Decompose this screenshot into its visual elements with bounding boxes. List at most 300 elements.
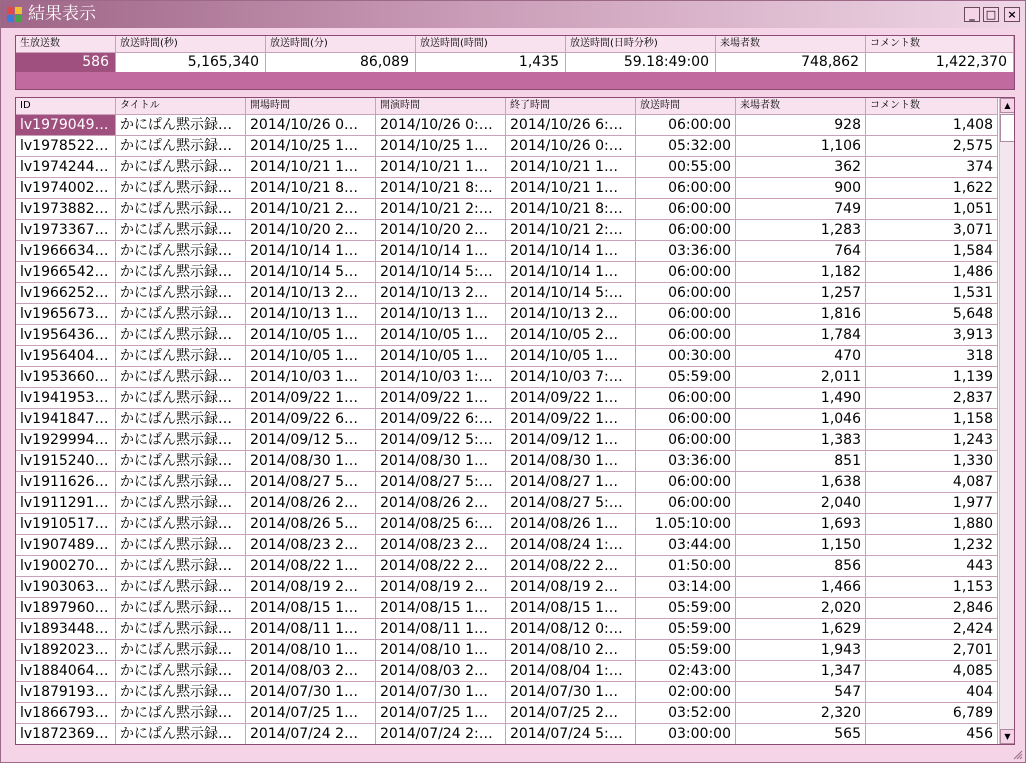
table-cell[interactable]: 1,150: [736, 535, 866, 556]
vertical-scrollbar[interactable]: [999, 98, 1015, 744]
table-cell[interactable]: 00:55:00: [636, 157, 736, 178]
table-cell[interactable]: 2014/08/30 1…: [246, 451, 376, 472]
table-cell[interactable]: かにぱん黙示録…: [116, 346, 246, 367]
table-cell[interactable]: 2014/10/21 1…: [376, 157, 506, 178]
table-cell[interactable]: 2014/10/21 8…: [246, 178, 376, 199]
column-header[interactable]: 開演時間: [376, 98, 506, 114]
table-cell[interactable]: 06:00:00: [636, 199, 736, 220]
table-cell[interactable]: 2014/09/22 6:…: [376, 409, 506, 430]
table-cell[interactable]: かにぱん黙示録…: [116, 682, 246, 703]
summary-header-cell: 放送時間(時間): [416, 36, 566, 52]
table-cell[interactable]: 1,880: [866, 514, 998, 535]
table-cell[interactable]: 2014/10/21 8:…: [506, 199, 636, 220]
table-row[interactable]: [16, 157, 998, 178]
table-cell[interactable]: かにぱん黙示録…: [116, 178, 246, 199]
scroll-up-button[interactable]: ▲: [1000, 98, 1015, 113]
table-cell[interactable]: 03:14:00: [636, 577, 736, 598]
table-cell[interactable]: 1,490: [736, 388, 866, 409]
table-cell[interactable]: 928: [736, 115, 866, 136]
table-cell[interactable]: 06:00:00: [636, 430, 736, 451]
table-cell[interactable]: lv1929994…: [16, 430, 116, 451]
table-cell[interactable]: 2014/10/26 6:…: [506, 115, 636, 136]
table-cell[interactable]: 2014/10/14 1…: [506, 262, 636, 283]
table-row[interactable]: [16, 556, 998, 577]
table-cell[interactable]: 2014/07/24 5:…: [506, 724, 636, 745]
table-cell[interactable]: かにぱん黙示録…: [116, 598, 246, 619]
table-cell[interactable]: 3,071: [866, 220, 998, 241]
table-cell[interactable]: lv1941847…: [16, 409, 116, 430]
table-cell[interactable]: 2014/08/04 1:…: [506, 661, 636, 682]
table-cell[interactable]: 2014/08/19 2…: [506, 577, 636, 598]
table-cell[interactable]: lv1973367…: [16, 220, 116, 241]
scroll-down-button[interactable]: ▼: [1000, 729, 1015, 744]
table-cell[interactable]: lv1866793…: [16, 703, 116, 724]
table-cell[interactable]: 2014/07/30 1…: [376, 682, 506, 703]
table-row[interactable]: [16, 724, 998, 745]
table-row[interactable]: [16, 178, 998, 199]
table-row[interactable]: [16, 241, 998, 262]
table-cell[interactable]: 03:52:00: [636, 703, 736, 724]
table-cell[interactable]: 2014/10/21 2:…: [376, 199, 506, 220]
table-row[interactable]: [16, 430, 998, 451]
table-cell[interactable]: 2014/08/10 2…: [506, 640, 636, 661]
table-cell[interactable]: lv1893448…: [16, 619, 116, 640]
table-cell[interactable]: 2014/10/05 1…: [506, 346, 636, 367]
table-cell[interactable]: 1,106: [736, 136, 866, 157]
table-cell[interactable]: 1,466: [736, 577, 866, 598]
table-cell[interactable]: lv1915240…: [16, 451, 116, 472]
table-cell[interactable]: 2014/08/10 1…: [376, 640, 506, 661]
table-cell[interactable]: 6,789: [866, 703, 998, 724]
table-cell[interactable]: かにぱん黙示録…: [116, 556, 246, 577]
table-cell[interactable]: 2014/08/15 1…: [506, 598, 636, 619]
column-header[interactable]: ID: [16, 98, 116, 114]
table-cell[interactable]: 05:59:00: [636, 367, 736, 388]
table-row[interactable]: [16, 115, 998, 136]
table-cell[interactable]: 1,158: [866, 409, 998, 430]
table-cell[interactable]: 2014/10/14 5:…: [506, 283, 636, 304]
table-cell[interactable]: lv1897960…: [16, 598, 116, 619]
table-cell[interactable]: 2014/07/25 2…: [506, 703, 636, 724]
table-cell[interactable]: 2014/08/22 2…: [506, 556, 636, 577]
table-cell[interactable]: lv1953660…: [16, 367, 116, 388]
table-cell[interactable]: lv1965673…: [16, 304, 116, 325]
window-title: 結果表示: [28, 4, 96, 24]
table-cell[interactable]: 2014/10/26 0:…: [376, 115, 506, 136]
table-cell[interactable]: 2014/10/21 1…: [506, 157, 636, 178]
table-cell[interactable]: 1,629: [736, 619, 866, 640]
table-cell[interactable]: 1,051: [866, 199, 998, 220]
table-cell[interactable]: 5,648: [866, 304, 998, 325]
table-cell[interactable]: 2014/09/22 1…: [246, 388, 376, 409]
table-cell[interactable]: lv1911626…: [16, 472, 116, 493]
table-cell[interactable]: かにぱん黙示録…: [116, 115, 246, 136]
table-cell[interactable]: 06:00:00: [636, 325, 736, 346]
table-cell[interactable]: 851: [736, 451, 866, 472]
table-cell[interactable]: lv1966634…: [16, 241, 116, 262]
table-cell[interactable]: 764: [736, 241, 866, 262]
table-cell[interactable]: かにぱん黙示録…: [116, 220, 246, 241]
table-cell[interactable]: 05:59:00: [636, 619, 736, 640]
table-cell[interactable]: 2014/10/26 0…: [246, 115, 376, 136]
table-cell[interactable]: かにぱん黙示録…: [116, 577, 246, 598]
table-cell[interactable]: 2014/08/27 5…: [246, 472, 376, 493]
table-cell[interactable]: 374: [866, 157, 998, 178]
table-cell[interactable]: 2014/09/12 1…: [506, 430, 636, 451]
table-cell[interactable]: かにぱん黙示録…: [116, 514, 246, 535]
table-cell[interactable]: 2014/08/10 1…: [246, 640, 376, 661]
table-cell[interactable]: lv1884064…: [16, 661, 116, 682]
table-cell[interactable]: 1,232: [866, 535, 998, 556]
table-row[interactable]: [16, 367, 998, 388]
column-header[interactable]: 終了時間: [506, 98, 636, 114]
table-cell[interactable]: 470: [736, 346, 866, 367]
table-cell[interactable]: 2,011: [736, 367, 866, 388]
resize-grip-icon[interactable]: [1011, 748, 1023, 760]
table-cell[interactable]: 2,020: [736, 598, 866, 619]
table-cell[interactable]: 856: [736, 556, 866, 577]
table-cell[interactable]: 06:00:00: [636, 283, 736, 304]
column-header[interactable]: タイトル: [116, 98, 246, 114]
table-cell[interactable]: 02:43:00: [636, 661, 736, 682]
table-cell[interactable]: lv1900270…: [16, 556, 116, 577]
table-cell[interactable]: lv1979049…: [16, 115, 116, 136]
table-cell[interactable]: 2014/08/19 2…: [246, 577, 376, 598]
table-row[interactable]: [16, 535, 998, 556]
maximize-button[interactable]: □: [983, 7, 999, 22]
table-cell[interactable]: 2,040: [736, 493, 866, 514]
table-cell[interactable]: lv1966252…: [16, 283, 116, 304]
table-row[interactable]: [16, 577, 998, 598]
table-cell[interactable]: 2014/07/30 1…: [246, 682, 376, 703]
table-cell[interactable]: 2014/08/15 1…: [246, 598, 376, 619]
table-cell[interactable]: 4,085: [866, 661, 998, 682]
column-header[interactable]: コメント数: [866, 98, 998, 114]
table-cell[interactable]: 2014/10/13 2…: [376, 283, 506, 304]
table-cell[interactable]: 2,846: [866, 598, 998, 619]
table-cell[interactable]: 565: [736, 724, 866, 745]
table-cell[interactable]: 1,139: [866, 367, 998, 388]
table-row[interactable]: [16, 325, 998, 346]
table-cell[interactable]: 2014/10/21 8:…: [376, 178, 506, 199]
table-cell[interactable]: 2014/07/25 1…: [376, 703, 506, 724]
close-button[interactable]: ×: [1004, 7, 1020, 22]
column-header[interactable]: 来場者数: [736, 98, 866, 114]
table-cell[interactable]: 2014/08/26 2…: [246, 493, 376, 514]
table-cell[interactable]: 1,243: [866, 430, 998, 451]
table-cell[interactable]: 2014/10/21 2…: [246, 199, 376, 220]
table-cell[interactable]: lv1910517…: [16, 514, 116, 535]
table-cell[interactable]: 2014/10/14 1…: [506, 241, 636, 262]
table-cell[interactable]: 2014/10/13 1…: [376, 304, 506, 325]
table-cell[interactable]: かにぱん黙示録…: [116, 388, 246, 409]
table-cell[interactable]: 2014/10/05 1…: [376, 325, 506, 346]
table-cell[interactable]: 03:00:00: [636, 724, 736, 745]
summary-header-cell: 来場者数: [716, 36, 866, 52]
table-cell[interactable]: かにぱん黙示録…: [116, 472, 246, 493]
grid-header-row: [16, 98, 998, 115]
table-cell[interactable]: 1,347: [736, 661, 866, 682]
table-cell[interactable]: 2014/08/22 1…: [246, 556, 376, 577]
table-cell[interactable]: 06:00:00: [636, 220, 736, 241]
table-cell[interactable]: 547: [736, 682, 866, 703]
table-cell[interactable]: 02:00:00: [636, 682, 736, 703]
table-cell[interactable]: lv1872369…: [16, 724, 116, 745]
table-cell[interactable]: かにぱん黙示録…: [116, 493, 246, 514]
table-row[interactable]: [16, 640, 998, 661]
table-row[interactable]: [16, 304, 998, 325]
table-cell[interactable]: 1,383: [736, 430, 866, 451]
table-cell[interactable]: 456: [866, 724, 998, 745]
table-cell[interactable]: 2014/08/23 2…: [376, 535, 506, 556]
table-cell[interactable]: 2014/08/19 2…: [376, 577, 506, 598]
table-cell[interactable]: 2014/10/21 2:…: [506, 220, 636, 241]
table-row[interactable]: [16, 472, 998, 493]
table-row[interactable]: [16, 199, 998, 220]
table-row[interactable]: [16, 514, 998, 535]
table-cell[interactable]: 2014/08/22 2…: [376, 556, 506, 577]
table-cell[interactable]: 2014/10/05 2…: [506, 325, 636, 346]
table-cell[interactable]: 2,424: [866, 619, 998, 640]
table-cell[interactable]: かにぱん黙示録…: [116, 136, 246, 157]
scroll-thumb[interactable]: [1000, 114, 1015, 142]
summary-value-cell[interactable]: 586: [16, 52, 116, 72]
table-cell[interactable]: 1,153: [866, 577, 998, 598]
summary-value-cell[interactable]: 748,862: [716, 52, 866, 72]
table-cell[interactable]: 2014/09/12 5:…: [376, 430, 506, 451]
summary-value-cell[interactable]: 59.18:49:00: [566, 52, 716, 72]
table-cell[interactable]: 2014/09/22 1…: [376, 388, 506, 409]
table-cell[interactable]: lv1941953…: [16, 388, 116, 409]
table-row[interactable]: [16, 388, 998, 409]
table-cell[interactable]: 06:00:00: [636, 472, 736, 493]
table-cell[interactable]: 03:36:00: [636, 241, 736, 262]
table-cell[interactable]: 2,320: [736, 703, 866, 724]
table-row[interactable]: [16, 262, 998, 283]
table-cell[interactable]: lv1903063…: [16, 577, 116, 598]
minimize-button[interactable]: _: [964, 7, 980, 22]
table-cell[interactable]: 900: [736, 178, 866, 199]
table-cell[interactable]: 2014/10/14 5:…: [376, 262, 506, 283]
table-cell[interactable]: 2014/09/22 1…: [506, 388, 636, 409]
table-cell[interactable]: 03:36:00: [636, 451, 736, 472]
summary-value-cell[interactable]: 1,435: [416, 52, 566, 72]
table-cell[interactable]: 2014/09/22 6…: [246, 409, 376, 430]
table-cell[interactable]: かにぱん黙示録…: [116, 703, 246, 724]
table-row[interactable]: [16, 619, 998, 640]
table-cell[interactable]: 1,283: [736, 220, 866, 241]
column-header[interactable]: 開場時間: [246, 98, 376, 114]
table-row[interactable]: [16, 220, 998, 241]
table-cell[interactable]: 2,837: [866, 388, 998, 409]
table-cell[interactable]: 2014/10/26 0:…: [506, 136, 636, 157]
table-cell[interactable]: 2014/08/27 5:…: [506, 493, 636, 514]
table-cell[interactable]: かにぱん黙示録…: [116, 535, 246, 556]
table-cell[interactable]: 2014/08/27 1…: [506, 472, 636, 493]
table-cell[interactable]: 1,622: [866, 178, 998, 199]
table-cell[interactable]: 2014/10/05 1…: [376, 346, 506, 367]
table-cell[interactable]: 1,408: [866, 115, 998, 136]
table-cell[interactable]: 2014/10/14 1…: [246, 241, 376, 262]
table-cell[interactable]: かにぱん黙示録…: [116, 409, 246, 430]
table-cell[interactable]: かにぱん黙示録…: [116, 283, 246, 304]
table-cell[interactable]: lv1892023…: [16, 640, 116, 661]
table-cell[interactable]: 05:59:00: [636, 640, 736, 661]
table-cell[interactable]: 1,486: [866, 262, 998, 283]
table-cell[interactable]: 2014/10/21 1…: [246, 157, 376, 178]
table-cell[interactable]: 1,182: [736, 262, 866, 283]
table-row[interactable]: [16, 682, 998, 703]
table-cell[interactable]: 2014/09/12 5…: [246, 430, 376, 451]
table-row[interactable]: [16, 136, 998, 157]
table-cell[interactable]: かにぱん黙示録…: [116, 199, 246, 220]
table-cell[interactable]: 749: [736, 199, 866, 220]
table-cell[interactable]: 443: [866, 556, 998, 577]
table-cell[interactable]: lv1956436…: [16, 325, 116, 346]
table-cell[interactable]: lv1978522…: [16, 136, 116, 157]
table-cell[interactable]: lv1974002…: [16, 178, 116, 199]
table-cell[interactable]: lv1907489…: [16, 535, 116, 556]
table-cell[interactable]: 1,638: [736, 472, 866, 493]
table-cell[interactable]: 06:00:00: [636, 262, 736, 283]
table-cell[interactable]: 2014/08/26 5…: [246, 514, 376, 535]
table-cell[interactable]: 362: [736, 157, 866, 178]
table-row[interactable]: [16, 283, 998, 304]
table-cell[interactable]: 2014/07/30 1…: [506, 682, 636, 703]
table-cell[interactable]: かにぱん黙示録…: [116, 661, 246, 682]
table-cell[interactable]: かにぱん黙示録…: [116, 157, 246, 178]
table-cell[interactable]: 05:59:00: [636, 598, 736, 619]
table-cell[interactable]: 2014/08/24 1:…: [506, 535, 636, 556]
table-cell[interactable]: 2014/08/03 2…: [376, 661, 506, 682]
table-cell[interactable]: 2014/08/30 1…: [506, 451, 636, 472]
table-cell[interactable]: 2014/07/25 1…: [246, 703, 376, 724]
table-cell[interactable]: lv1973882…: [16, 199, 116, 220]
table-cell[interactable]: lv1966542…: [16, 262, 116, 283]
table-cell[interactable]: 2014/10/05 1…: [246, 325, 376, 346]
table-cell[interactable]: 01:50:00: [636, 556, 736, 577]
table-cell[interactable]: 3,913: [866, 325, 998, 346]
table-cell[interactable]: かにぱん黙示録…: [116, 724, 246, 745]
table-cell[interactable]: 2014/10/03 7:…: [506, 367, 636, 388]
table-cell[interactable]: 2014/10/13 2…: [506, 304, 636, 325]
table-cell[interactable]: 2014/10/13 2…: [246, 283, 376, 304]
table-cell[interactable]: 05:32:00: [636, 136, 736, 157]
table-cell[interactable]: lv1879193…: [16, 682, 116, 703]
table-cell[interactable]: 2014/08/15 1…: [376, 598, 506, 619]
table-row[interactable]: [16, 661, 998, 682]
table-row[interactable]: [16, 346, 998, 367]
summary-value-cell[interactable]: 86,089: [266, 52, 416, 72]
table-cell[interactable]: 1.05:10:00: [636, 514, 736, 535]
table-row[interactable]: [16, 409, 998, 430]
table-cell[interactable]: 2014/10/13 1…: [246, 304, 376, 325]
table-cell[interactable]: 2014/08/26 2…: [376, 493, 506, 514]
table-cell[interactable]: 1,943: [736, 640, 866, 661]
table-cell[interactable]: 1,046: [736, 409, 866, 430]
table-row[interactable]: [16, 703, 998, 724]
table-cell[interactable]: 2014/08/27 5:…: [376, 472, 506, 493]
summary-value-cell[interactable]: 1,422,370: [866, 52, 1014, 72]
table-cell[interactable]: 2014/10/05 1…: [246, 346, 376, 367]
table-cell[interactable]: かにぱん黙示録…: [116, 619, 246, 640]
results-grid[interactable]: [15, 97, 1015, 745]
table-cell[interactable]: 404: [866, 682, 998, 703]
table-cell[interactable]: かにぱん黙示録…: [116, 367, 246, 388]
table-cell[interactable]: 00:30:00: [636, 346, 736, 367]
table-row[interactable]: [16, 598, 998, 619]
table-cell[interactable]: 03:44:00: [636, 535, 736, 556]
table-cell[interactable]: 2,701: [866, 640, 998, 661]
table-cell[interactable]: かにぱん黙示録…: [116, 304, 246, 325]
table-row[interactable]: [16, 493, 998, 514]
table-cell[interactable]: 2014/10/25 1…: [246, 136, 376, 157]
table-cell[interactable]: 2014/08/11 1…: [246, 619, 376, 640]
table-cell[interactable]: 2014/07/24 2…: [246, 724, 376, 745]
table-cell[interactable]: 2014/08/12 0:…: [506, 619, 636, 640]
table-cell[interactable]: 2014/08/23 2…: [246, 535, 376, 556]
table-cell[interactable]: lv1974244…: [16, 157, 116, 178]
title-bar[interactable]: [1, 1, 1025, 28]
table-cell[interactable]: 2014/10/25 1…: [376, 136, 506, 157]
table-cell[interactable]: かにぱん黙示録…: [116, 430, 246, 451]
table-cell[interactable]: 06:00:00: [636, 493, 736, 514]
table-cell[interactable]: 2014/08/25 6:…: [376, 514, 506, 535]
summary-value-cell[interactable]: 5,165,340: [116, 52, 266, 72]
column-header[interactable]: 放送時間: [636, 98, 736, 114]
table-cell[interactable]: 4,087: [866, 472, 998, 493]
table-cell[interactable]: 1,977: [866, 493, 998, 514]
table-cell[interactable]: lv1956404…: [16, 346, 116, 367]
table-cell[interactable]: 2014/10/21 1…: [506, 178, 636, 199]
table-cell[interactable]: 1,816: [736, 304, 866, 325]
table-cell[interactable]: かにぱん黙示録…: [116, 451, 246, 472]
table-cell[interactable]: 1,584: [866, 241, 998, 262]
table-cell[interactable]: 2014/10/14 5…: [246, 262, 376, 283]
table-cell[interactable]: 2014/09/22 1…: [506, 409, 636, 430]
table-cell[interactable]: 06:00:00: [636, 115, 736, 136]
table-cell[interactable]: 06:00:00: [636, 178, 736, 199]
table-cell[interactable]: 1,531: [866, 283, 998, 304]
table-cell[interactable]: かにぱん黙示録…: [116, 241, 246, 262]
table-cell[interactable]: 2014/08/03 2…: [246, 661, 376, 682]
table-cell[interactable]: 2014/10/14 1…: [376, 241, 506, 262]
table-cell[interactable]: 2014/08/26 1…: [506, 514, 636, 535]
table-cell[interactable]: 2014/10/20 2…: [376, 220, 506, 241]
table-cell[interactable]: 2014/07/24 2:…: [376, 724, 506, 745]
table-cell[interactable]: 2014/08/30 1…: [376, 451, 506, 472]
table-cell[interactable]: かにぱん黙示録…: [116, 325, 246, 346]
table-cell[interactable]: かにぱん黙示録…: [116, 640, 246, 661]
table-cell[interactable]: 06:00:00: [636, 409, 736, 430]
app-icon: [7, 7, 23, 23]
table-cell[interactable]: 1,330: [866, 451, 998, 472]
table-cell[interactable]: 1,693: [736, 514, 866, 535]
table-cell[interactable]: 2,575: [866, 136, 998, 157]
table-cell[interactable]: 318: [866, 346, 998, 367]
table-cell[interactable]: 2014/08/11 1…: [376, 619, 506, 640]
table-row[interactable]: [16, 451, 998, 472]
table-cell[interactable]: かにぱん黙示録…: [116, 262, 246, 283]
table-cell[interactable]: 2014/10/20 2…: [246, 220, 376, 241]
table-cell[interactable]: lv1911291…: [16, 493, 116, 514]
table-cell[interactable]: 1,257: [736, 283, 866, 304]
table-cell[interactable]: 2014/10/03 1…: [246, 367, 376, 388]
table-cell[interactable]: 2014/10/03 1:…: [376, 367, 506, 388]
table-cell[interactable]: 06:00:00: [636, 304, 736, 325]
table-cell[interactable]: 06:00:00: [636, 388, 736, 409]
table-cell[interactable]: 1,784: [736, 325, 866, 346]
